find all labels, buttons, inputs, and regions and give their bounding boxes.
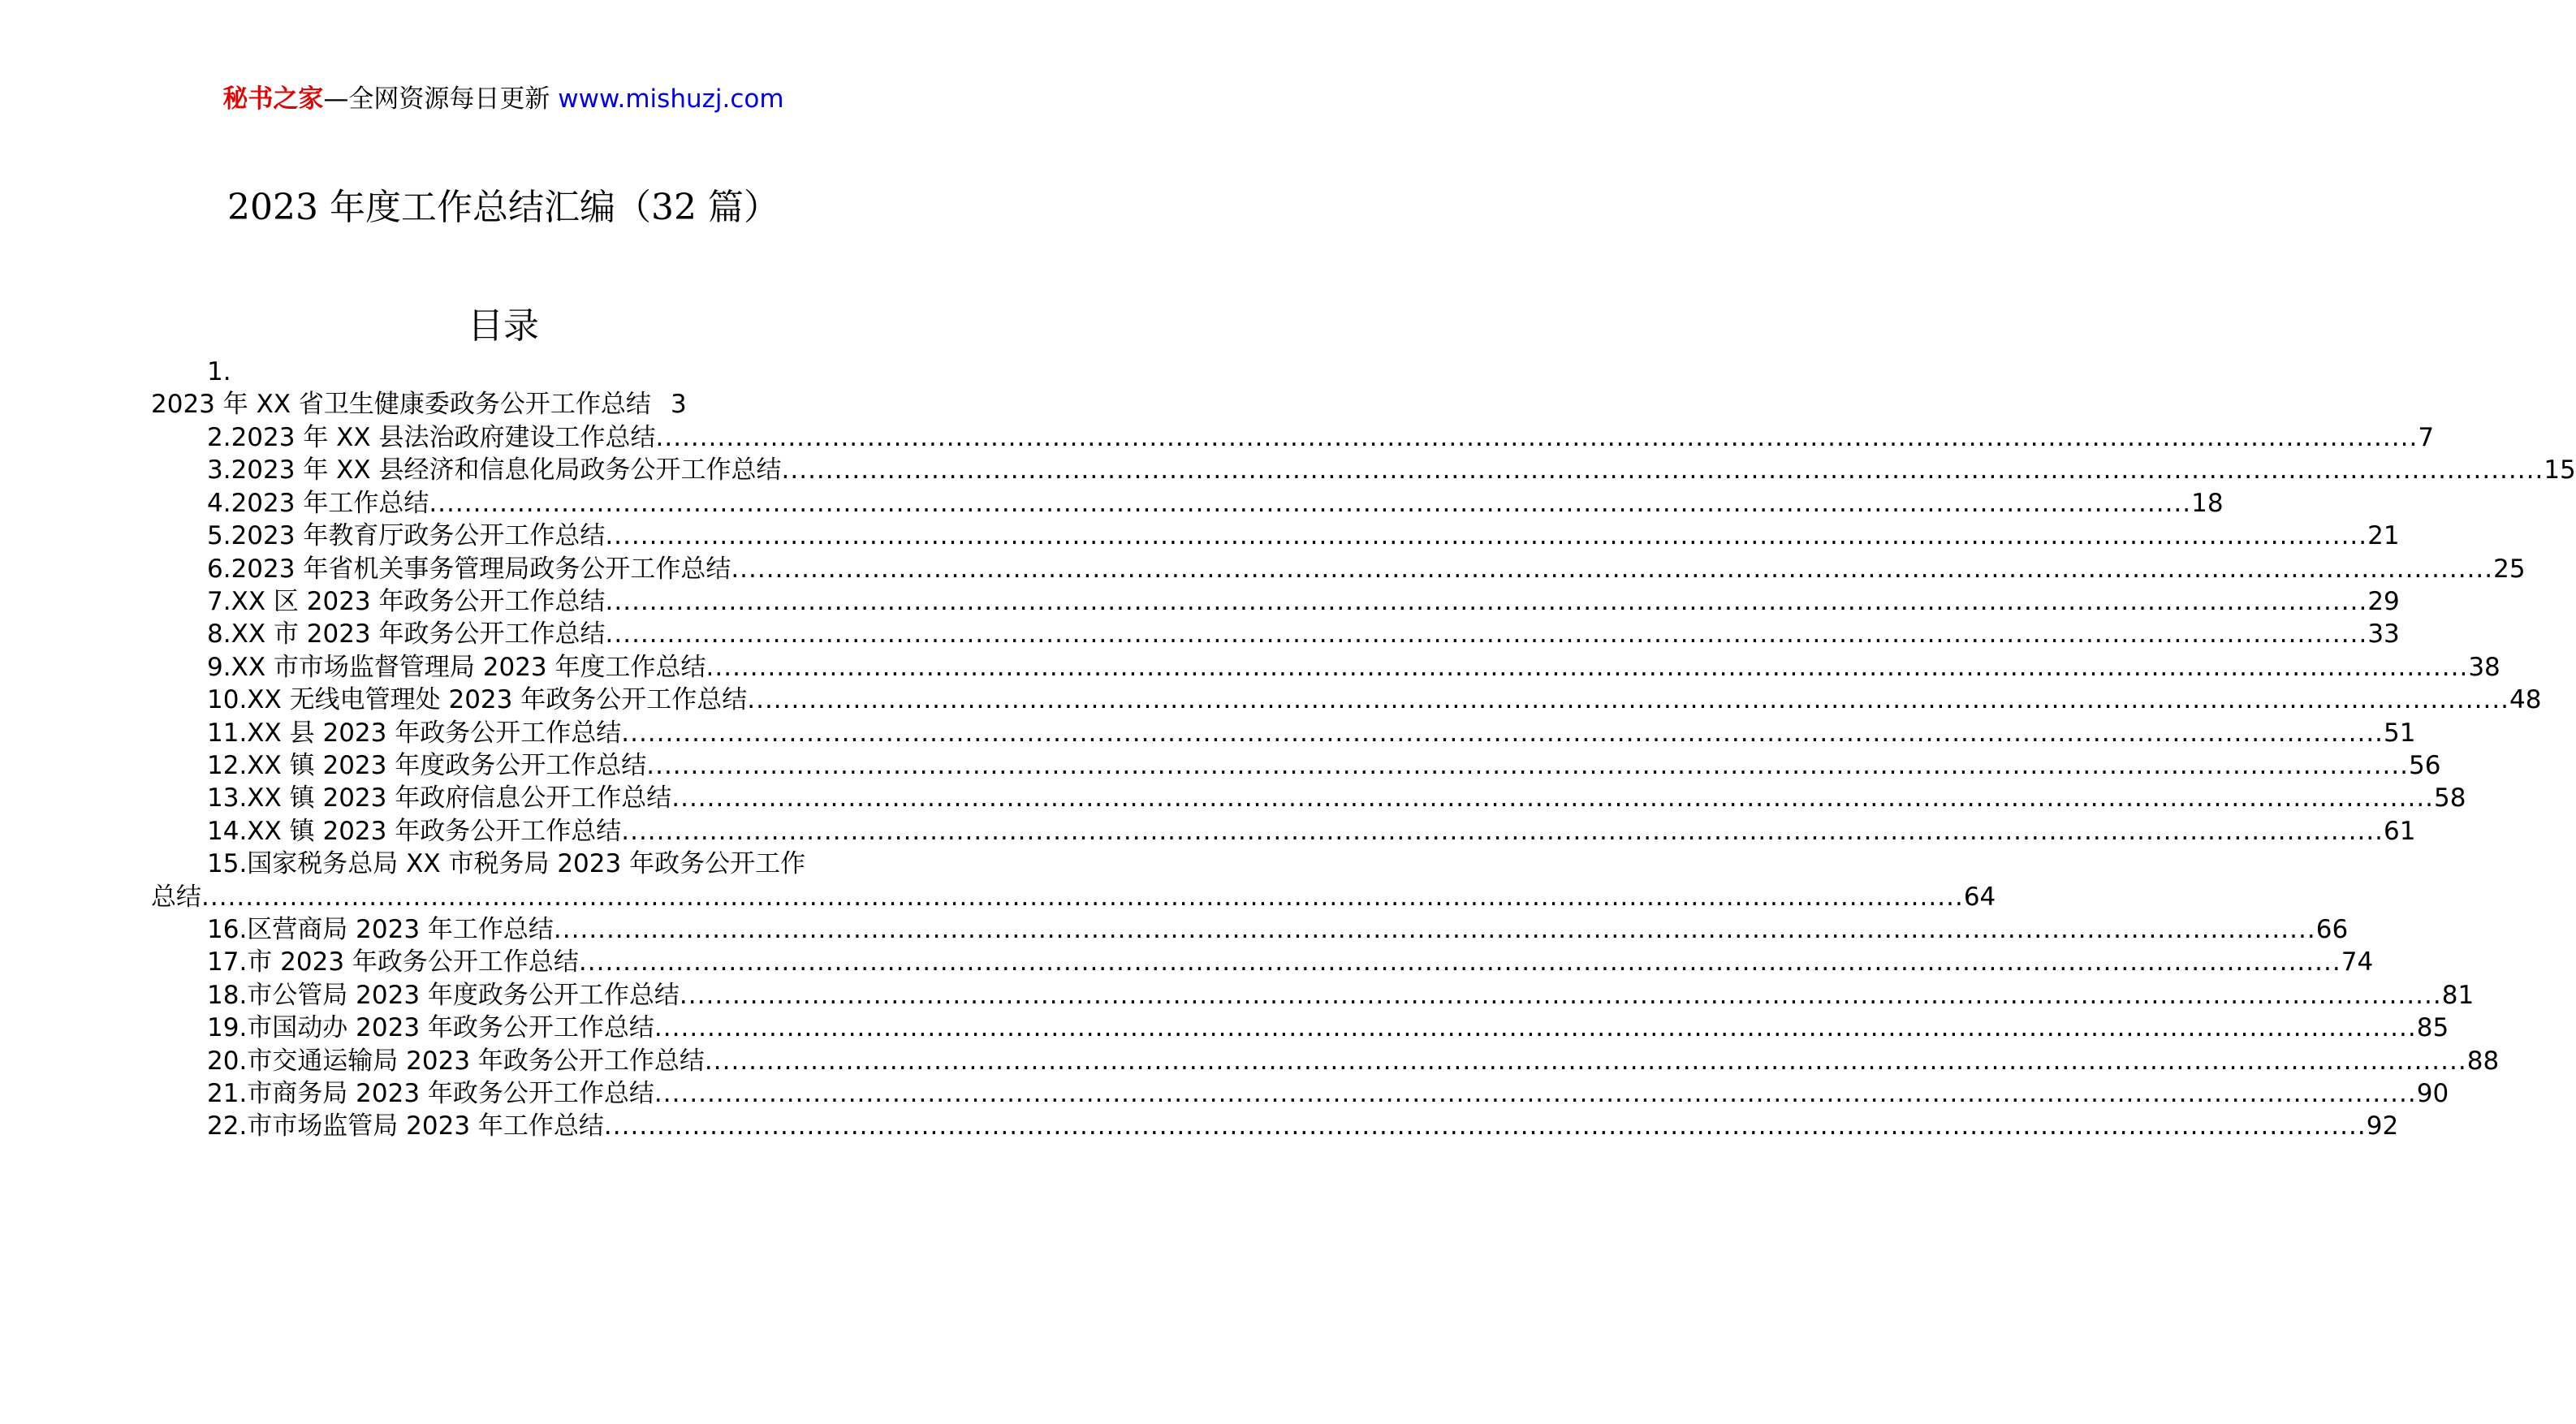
- toc-leader-dots: ........................................................................................................................................................................................................: [429, 489, 2192, 518]
- toc-item-8[interactable]: [207, 616, 2400, 653]
- toc-item-text: 7.XX 区 2023 年政务公开工作总结: [207, 587, 606, 616]
- toc-item-text: 9.XX 市市场监督管理局 2023 年度工作总结: [207, 653, 706, 682]
- toc-item-12[interactable]: [207, 748, 2441, 784]
- toc-item-page: 21: [2367, 521, 2400, 550]
- toc-item-20[interactable]: [207, 1043, 2500, 1080]
- toc-item-9[interactable]: [207, 649, 2500, 686]
- toc-item-text: 16.区营商局 2023 年工作总结: [207, 915, 554, 944]
- toc-leader-dots: ........................................................................................................................................................................................................: [605, 619, 2368, 649]
- toc-item-1-text: 2023 年 XX 省卫生健康委政务公开工作总结: [151, 390, 651, 419]
- toc-item-page: 81: [2441, 981, 2475, 1010]
- toc-item-18[interactable]: [207, 977, 2475, 1014]
- toc-item-page: 38: [2468, 653, 2500, 682]
- toc-item-5[interactable]: [207, 518, 2400, 554]
- toc-item-page: 29: [2367, 587, 2400, 616]
- toc-item-13[interactable]: [207, 780, 2466, 817]
- toc-item-text: 8.XX 市 2023 年政务公开工作总结: [207, 619, 606, 649]
- toc-item-6[interactable]: [207, 551, 2526, 588]
- toc-item-17[interactable]: [207, 944, 2374, 981]
- toc-leader-dots: ........................................................................................................................................................................................................: [679, 981, 2442, 1010]
- toc-item-1[interactable]: [151, 386, 687, 423]
- toc-item-page: 64: [1963, 882, 1996, 912]
- toc-item-text: 20.市交通运输局 2023 年政务公开工作总结: [207, 1046, 705, 1076]
- toc-item-page: 90: [2416, 1079, 2449, 1108]
- toc-leader-dots: ........................................................................................................................................................................................................: [705, 653, 2469, 682]
- toc-item-text: 21.市商务局 2023 年政务公开工作总结: [207, 1079, 654, 1108]
- toc-item-text: 6.2023 年省机关事务管理局政务公开工作总结: [207, 554, 731, 584]
- toc-leader-dots: ........................................................................................................................................................................................................: [655, 423, 2419, 452]
- toc-leader-dots: ........................................................................................................................................................................................................: [621, 718, 2384, 748]
- toc-item-2[interactable]: [207, 420, 2435, 456]
- toc-leader-dots: ........................................................................................................................................................................................................: [781, 455, 2544, 485]
- toc-item-text: 11.XX 县 2023 年政务公开工作总结: [207, 718, 622, 748]
- toc-item-page: 85: [2416, 1013, 2449, 1042]
- document-title: 2023 年度工作总结汇编（32 篇）: [227, 187, 779, 228]
- toc-item-page: 56: [2409, 751, 2441, 780]
- toc-leader-dots: ........................................................................................................................................................................................................: [704, 1046, 2467, 1076]
- toc-item-text: 14.XX 镇 2023 年政务公开工作总结: [207, 817, 622, 846]
- toc-item-3[interactable]: [207, 452, 2576, 489]
- toc-leader-dots: ........................................................................................................................................................................................................: [621, 817, 2384, 846]
- toc-item-text: 5.2023 年教育厅政务公开工作总结: [207, 521, 606, 550]
- toc-leader-dots: ........................................................................................................................................................................................................: [646, 751, 2410, 780]
- toc-item-text: 2.2023 年 XX 县法治政府建设工作总结: [207, 423, 656, 452]
- toc-leader-dots: ........................................................................................................................................................................................................: [671, 783, 2435, 813]
- toc-item-text: 12.XX 镇 2023 年度政务公开工作总结: [207, 751, 647, 780]
- toc-item-10[interactable]: [207, 682, 2542, 718]
- toc-item-text: 13.XX 镇 2023 年政府信息公开工作总结: [207, 783, 672, 813]
- toc-item-text: 22.市市场监管局 2023 年工作总结: [207, 1111, 604, 1141]
- toc-leader-dots: ........................................................................................................................................................................................................: [605, 521, 2368, 550]
- toc-item-4[interactable]: [207, 485, 2224, 522]
- toc-leader-dots: ........................................................................................................................................................................................................: [603, 1111, 2367, 1141]
- brand-name: 秘书之家: [222, 84, 324, 114]
- toc-leader-dots: ........................................................................................................................................................................................................: [731, 554, 2494, 584]
- toc-leader-dots: ........................................................................................................................................................................................................: [605, 587, 2368, 616]
- toc-item-1-page: 3: [670, 390, 687, 419]
- toc-item-text: 17.市 2023 年政务公开工作总结: [207, 947, 579, 977]
- toc-item-page: 58: [2434, 783, 2466, 813]
- toc-item-text: 18.市公管局 2023 年度政务公开工作总结: [207, 981, 680, 1010]
- toc-item-7[interactable]: [207, 584, 2400, 620]
- toc-heading: 目录: [468, 305, 539, 347]
- toc-item-page: 18: [2191, 489, 2224, 518]
- toc-item-1-number: 1.: [207, 357, 231, 386]
- toc-item-page: 15: [2544, 455, 2576, 485]
- toc-item-11[interactable]: [207, 715, 2416, 752]
- toc-item-22[interactable]: [207, 1108, 2399, 1145]
- toc-item-14[interactable]: [207, 813, 2416, 850]
- toc-leader-dots: ........................................................................................................................................................................................................: [747, 685, 2510, 714]
- toc-item-text: 10.XX 无线电管理处 2023 年政务公开工作总结: [207, 685, 748, 714]
- toc-item-page: 51: [2384, 718, 2416, 748]
- toc-item-text: 4.2023 年工作总结: [207, 489, 429, 518]
- site-url-link[interactable]: www.mishuzj.com: [558, 84, 784, 114]
- toc-item-19[interactable]: [207, 1010, 2449, 1046]
- toc-item-15-line1[interactable]: 15.国家税务总局 XX 市税务局 2023 年政务公开工作: [207, 849, 806, 878]
- toc-item-page: 33: [2367, 619, 2400, 649]
- toc-item-text: 总结: [151, 882, 201, 912]
- toc-leader-dots: ........................................................................................................................................................................................................: [553, 915, 2316, 944]
- site-tagline: —全网资源每日更新: [323, 84, 559, 114]
- toc-leader-dots: ........................................................................................................................................................................................................: [654, 1079, 2417, 1108]
- toc-item-page: 88: [2466, 1046, 2500, 1076]
- toc-leader-dots: ........................................................................................................................................................................................................: [578, 947, 2341, 977]
- toc-item-page: 74: [2341, 947, 2374, 977]
- toc-item-text: 3.2023 年 XX 县经济和信息化局政务公开工作总结: [207, 455, 782, 485]
- toc-item-page: 25: [2493, 554, 2526, 584]
- toc-item-page: 66: [2315, 915, 2349, 944]
- toc-item-page: 61: [2384, 817, 2416, 846]
- toc-leader-dots: ........................................................................................................................................................................................................: [654, 1013, 2417, 1042]
- toc-item-16[interactable]: [207, 912, 2349, 948]
- toc-item-page: 48: [2509, 685, 2542, 714]
- toc-item-page: 7: [2418, 423, 2435, 452]
- toc-leader-dots: ........................................................................................................................................................................................................: [201, 882, 1964, 912]
- toc-item-text: 19.市国动办 2023 年政务公开工作总结: [207, 1013, 654, 1042]
- toc-item-21[interactable]: [207, 1076, 2449, 1112]
- toc-item-page: 92: [2366, 1111, 2399, 1141]
- toc-item-15-line2[interactable]: [151, 879, 1996, 916]
